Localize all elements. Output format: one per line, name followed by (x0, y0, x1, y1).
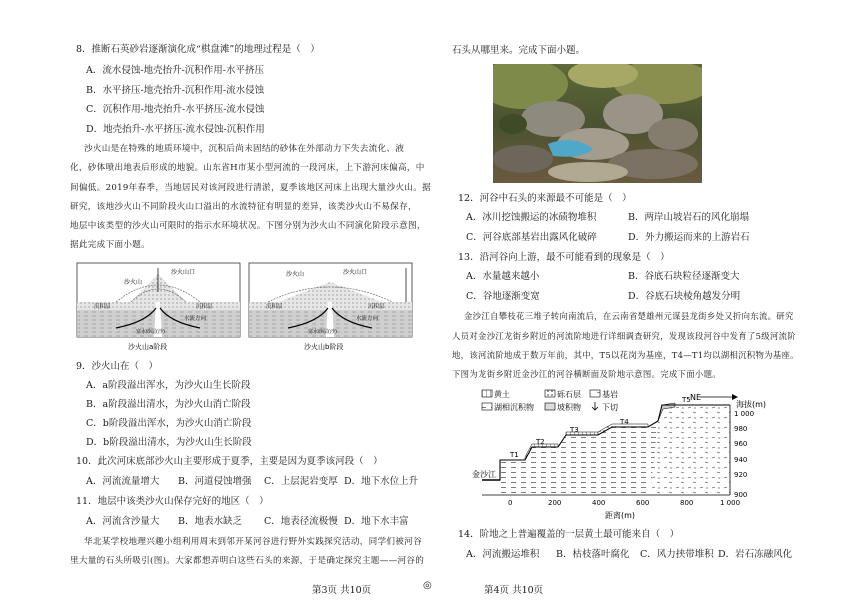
passage3-continuation: 石头从哪里来。完成下面小题。 (452, 45, 586, 56)
q8-option-d: D．地壳抬升-水平挤压-流水侵蚀-沉积作用 (86, 124, 265, 135)
passage4-line2: 人员对金沙江龙街乡附近的河流阶地进行详细调查研究，发现该段河谷中发育了5级河流阶 (452, 331, 796, 341)
q9-option-b: B．a阶段溢出清水，为沙火山消亡阶段 (86, 399, 251, 410)
legend-gravel: 砾石层 (557, 390, 581, 399)
b-depo2-label: 沉积层 (368, 304, 385, 310)
terrace-t2: T2 (536, 438, 545, 446)
center-mark: ◎ (423, 580, 432, 591)
q10-option-b: B．河道侵蚀增强 (178, 476, 252, 487)
q12-option-d: D．外力搬运而来的上游岩石 (628, 232, 750, 243)
a-depo1-label: 沉积层 (94, 304, 111, 310)
xtick-0: 0 (508, 499, 513, 507)
terrace-t5: T5 (682, 396, 691, 404)
terrace-t3: T3 (570, 426, 579, 434)
q9-option-c: C．b阶段溢出浑水，为沙火山消亡阶段 (86, 418, 252, 429)
passage3-line2: 里大量的石头所吸引(图)。大家都想弄明白这些石头的来源，于是确定探究主题——河谷的 (70, 556, 425, 566)
q11-option-d: D．地下水丰富 (344, 516, 409, 527)
q11-option-a: A．河流含沙量大 (86, 516, 160, 527)
terrace-t1: T1 (510, 451, 519, 459)
q13-stem: 13．沿河谷向上游，最不可能看到的现象是（ ） (458, 252, 670, 263)
q12-option-a: A．冰川挖蚀搬运的冰碛物堆积 (466, 212, 597, 223)
passage2-line4: 研究，该地沙火山不同阶段火山口溢出的水流特征有明显的差异，该类沙火山不易保存， (70, 202, 417, 212)
a-caption: 沙火山a阶段 (128, 343, 168, 351)
left-page-lower (62, 0, 432, 608)
right-page-q14 (452, 0, 812, 608)
passage3-line1: 华北某学校地理兴趣小组利用周末到邻开某河谷进行野外实践探究活动，同学们被河谷 (84, 537, 422, 547)
ytick-980: 980 (734, 425, 748, 433)
ytick-940: 940 (734, 456, 748, 464)
q10-option-c: C．上层泥岩变厚 (264, 476, 338, 487)
q9-stem: 9．沙火山在（ ） (76, 361, 159, 372)
passage2-line2: 化，砂体喷出地表后形成的地貌。山东省H市某小型河流的一段河床，上下游河床偏高，中 (70, 163, 425, 173)
q9-option-a: A．a阶段溢出浑水，为沙火山生长阶段 (86, 380, 251, 391)
q13-option-c: C．谷地逐渐变宽 (466, 291, 540, 302)
xtick-400: 400 (592, 499, 606, 507)
q12-option-b: B．两岸山坡岩石的风化崩塌 (628, 212, 749, 223)
a-flow-label: 水流方向 (184, 316, 207, 322)
q12-option-c: C．河谷底部基岩出露风化破碎 (466, 232, 597, 243)
q14-stem: 14．阶地之上普遍覆盖的一层黄土最可能来自（ ） (458, 529, 680, 540)
passage4-line1: 金沙江自攀枝花三堆子转向南流后，在云南省楚雄州元谋县龙街乡处又折向东流。研究 (464, 311, 794, 321)
river-label: 金沙江 (472, 470, 496, 479)
passage2-line5: 地层中该类型的沙火山可限时的指示水环境状况。下图分别为沙火山不同演化阶段示意图， (70, 221, 426, 231)
q13-option-b: B．谷底石块粒径逐渐变大 (628, 271, 740, 282)
q8-option-b: B．水平挤压-地壳抬升-沉积作用-流水侵蚀 (86, 85, 265, 96)
xtick-1000: 1 000 (720, 499, 741, 507)
a-crater-label: 沙火山口 (171, 269, 196, 276)
q14-option-c: C．风力挟带堆积 (640, 549, 714, 560)
q9-option-d: D．b阶段溢出清水，为沙火山生长阶段 (86, 437, 252, 448)
b-depo1-label: 沉积层 (266, 304, 283, 310)
footer-right: 第4页 共10页 (484, 585, 544, 596)
legend-downcut: 下切 (602, 403, 618, 412)
b-source-label: 富水砂层(沙) (308, 329, 337, 335)
passage4-line3: 地，该河流阶地成于数万年前，其中，T5以花岗为基座，T4—T1均以湖相沉积物为基座。 (452, 350, 799, 360)
q8-option-c: C．沉积作用-地壳抬升-水平挤压-流水侵蚀 (86, 104, 265, 115)
q11-option-b: B．地表水缺乏 (178, 516, 242, 527)
a-depo2-label: 沉积层 (196, 304, 213, 310)
legend-bedrock: 基岩 (602, 390, 618, 399)
b-crater-label: 沙火山口 (343, 269, 368, 276)
passage2-line3: 间偏低。2019年春季，当地居民对该河段进行清淤，夏季该地区河床上出现大量沙火山。据 (70, 183, 432, 193)
xtick-600: 600 (636, 499, 650, 507)
q8-stem: 8．推断石英砂岩逐渐演化成“棋盘滩”的地理过程是（ ） (76, 44, 320, 55)
xaxis-title: 距离(m) (605, 511, 636, 520)
passage4-line4: 下图为龙街乡附近金沙江的河谷横断面及阶地示意图。完成下面小题。 (452, 369, 721, 379)
passage2-line6: 据此完成下面小题。 (70, 240, 151, 250)
q10-option-a: A．河流流量增大 (86, 476, 160, 487)
passage2-line1: 沙火山是在特殊的地质环境中，沉积后尚未固结的砂体在外部动力下失去流化、液 (84, 144, 405, 154)
q11-stem: 11．地层中该类沙火山保存完好的地区（ ） (76, 496, 269, 507)
ytick-960: 960 (734, 440, 748, 448)
yaxis-title: 海拔(m) (736, 400, 767, 409)
b-caption: 沙火山b阶段 (304, 343, 344, 351)
footer-left: 第3页 共10页 (312, 585, 372, 596)
a-source-label: 富水砂层(沙) (136, 329, 165, 335)
q10-stem: 10．此次河床底部沙火山主要形成于夏季，主要是因为夏季该河段（ ） (76, 456, 383, 467)
q14-option-b: B．枯枝落叶腐化 (556, 549, 630, 560)
xtick-200: 200 (548, 499, 562, 507)
q10-option-d: D．地下水位上升 (344, 476, 419, 487)
q13-option-d: D．谷底石块棱角越发分明 (628, 291, 741, 302)
legend-loess: 黄土 (494, 390, 510, 399)
q14-option-d: D．岩石冻融风化 (718, 549, 793, 560)
b-flow-label: 水流方向 (356, 316, 379, 322)
terrace-t4: T4 (620, 418, 629, 426)
legend-lacustrine: 湖相沉积物 (494, 403, 534, 412)
xtick-800: 800 (680, 499, 694, 507)
q14-option-a: A．河流搬运堆积 (466, 549, 540, 560)
direction-ne: NE (690, 393, 702, 402)
ytick-1000: 1 000 (734, 410, 755, 418)
ytick-900: 900 (734, 491, 748, 499)
a-cone-label: 沙火山 (124, 279, 143, 286)
b-cone-label: 沙火山 (286, 271, 305, 278)
q12-stem: 12．河谷中石头的来源最不可能是（ ） (458, 193, 632, 204)
q8-option-a: A．流水侵蚀-地壳抬升-沉积作用-水平挤压 (86, 65, 264, 76)
q13-option-a: A．水量越来越小 (466, 271, 540, 282)
ytick-920: 920 (734, 471, 748, 479)
legend-colluvium: 坡积物 (557, 403, 581, 412)
q11-option-c: C．地表径流极慢 (264, 516, 338, 527)
